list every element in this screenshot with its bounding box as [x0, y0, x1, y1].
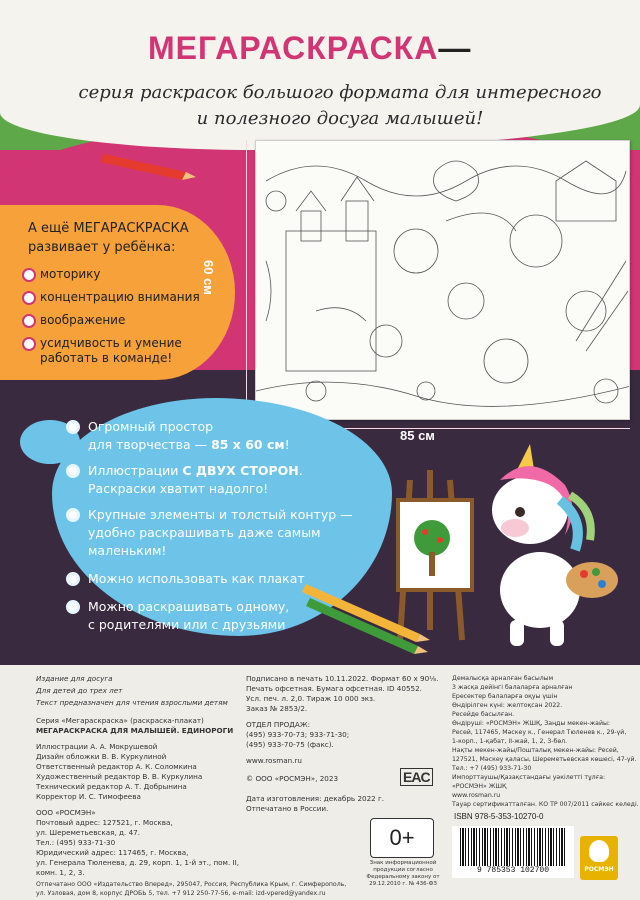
kazakh-line: Нақты мекен-жайы/Пошталық мекен-жайы: Ресей, — [452, 747, 619, 754]
flower-icon — [22, 314, 36, 328]
title-dash: — — [438, 30, 472, 66]
skill-label: усидчивость и умение работать в команде! — [40, 336, 182, 365]
feature-text: Можно использовать как плакат — [88, 571, 305, 586]
skills-intro — [28, 219, 189, 257]
publisher-logo — [580, 836, 618, 880]
logo-icon — [589, 840, 609, 862]
flower-icon — [22, 268, 36, 282]
publisher-line: ул. Шереметьевская, д. 47. — [36, 828, 140, 837]
isbn-label: ISBN 978-5-353-10270-0 — [454, 812, 544, 821]
credit-line: Иллюстрации А. А. Мокрушевой — [36, 742, 158, 751]
feature-text-line — [88, 436, 290, 454]
skill-label: концентрацию внимания — [40, 290, 200, 304]
series-line: Серия «Мегараскраска» (раскраска-плакат) — [36, 716, 204, 725]
publisher-line: ул. Генерала Тюленева, д. 29, корп. 1, 1-й эт., пом. II, — [36, 858, 240, 867]
pencil-icon — [96, 146, 196, 186]
tagline-line-1: серия раскрасок большого формата для интересного — [78, 82, 602, 103]
width-dimension-label: 85 см — [400, 428, 435, 443]
feature-item — [66, 506, 353, 560]
skill-label: воображение — [40, 313, 126, 327]
flower-icon — [22, 337, 36, 351]
age-rating-note: Знак информационной продукции согласно Федеральному закону от 29.12.2010 г. № 436-ФЗ — [366, 860, 440, 887]
feature-size: 85 х 60 см — [211, 437, 285, 452]
coloring-illustration — [256, 141, 630, 420]
kazakh-line: 1-корп., 1-қабат, II-жай, 1, 2, 3-бөл. — [452, 738, 568, 745]
bullet-icon — [66, 508, 80, 522]
kazakh-line: Импорттаушы/Қазақстандағы уәкілетті тұлға: — [452, 774, 606, 781]
credit-line: Корректор И. С. Тимофеева — [36, 792, 141, 801]
imprint-line: Издание для досуга — [36, 674, 113, 683]
skill-label: моторику — [40, 267, 101, 281]
imprint-line: Для детей до трех лет — [36, 686, 123, 695]
feature-text: маленьким! — [88, 543, 167, 558]
credit-line: Технический редактор А. Т. Добрынина — [36, 782, 187, 791]
feature-text-end: ! — [284, 437, 290, 452]
feature-item — [66, 418, 290, 454]
feature-text: Крупные элементы и толстый контур — — [88, 507, 353, 522]
barcode-bars — [460, 828, 566, 866]
eac-mark: EAC — [400, 768, 433, 786]
publisher-line: комн. 1, 2, 3. — [36, 868, 85, 877]
feature-highlight: С ДВУХ СТОРОН — [182, 463, 299, 478]
barcode — [452, 826, 574, 878]
book-title: МЕГАРАСКРАСКА ДЛЯ МАЛЫШЕЙ. ЕДИНОРОГИ — [36, 726, 234, 735]
feature-item — [66, 462, 303, 498]
publisher-line: Юридический адрес: 117465, г. Москва, — [36, 848, 189, 857]
sales-line: (495) 933-70-75 (факс). — [246, 740, 334, 749]
kazakh-line: Ресейде басылған. — [452, 711, 515, 718]
feature-item — [66, 570, 305, 588]
height-dimension-line — [246, 140, 247, 420]
sales-line: ОТДЕЛ ПРОДАЖ: — [246, 720, 310, 729]
skills-list — [22, 267, 212, 374]
publisher-line: Почтовый адрес: 127521, г. Москва, — [36, 818, 173, 827]
feature-text: с родителями или с друзьями — [88, 617, 286, 632]
bullet-icon — [66, 572, 80, 586]
feature-text-line — [88, 462, 303, 480]
kazakh-line: 127521, Мәскеу қаласы, Шереметьевская көшесі, 47-үй. — [452, 756, 637, 763]
kazakh-line: Тауар сертификатталған. КО ТР 007/2011 сәйкес келеді. — [452, 801, 639, 808]
barcode-number: 9 785353 102700 — [476, 866, 549, 875]
tagline-line-2: и полезного досуга малышей! — [196, 108, 484, 129]
bullet-icon — [66, 420, 80, 434]
skills-intro-line-2: развивает у ребёнка: — [28, 240, 176, 255]
feature-item — [66, 598, 289, 634]
print-spec-line: Усл. печ. л. 2,0. Тираж 10 000 экз. — [246, 694, 376, 703]
kazakh-line: Ресей, 117465, Мәскеу к., Генерал Тюленев к., 29-үй, — [452, 729, 627, 736]
height-dimension-label: 60 см — [201, 260, 216, 295]
printer-line: ул. Узловая, дом 8, корпус ДРОБЬ 5, тел. +7 912 250-77-56, e-mail: izd-vpered@yandex.ru — [36, 890, 326, 897]
feature-text: Раскраски хватит надолго! — [88, 481, 269, 496]
page-title — [148, 30, 471, 67]
kazakh-line: Өндірілген күні: желтоқсан 2022. — [452, 702, 563, 709]
print-spec-line: Подписано в печать 10.11.2022. Формат 60 х 90⅛. — [246, 674, 439, 683]
skill-item — [22, 336, 212, 366]
skills-card — [0, 205, 235, 380]
header-card — [0, 0, 640, 150]
skill-item — [22, 267, 212, 282]
print-spec-line: Заказ № 2853/2. — [246, 704, 308, 713]
kazakh-line: 3 жасқа дейінгі балаларға арналған — [452, 684, 573, 691]
bullet-icon — [66, 464, 80, 478]
credit-line: Художественный редактор В. В. Куркулина — [36, 772, 203, 781]
feature-text: Огромный простор — [88, 419, 214, 434]
manufacture-date: Дата изготовления: декабрь 2022 г. — [246, 794, 385, 803]
feature-text: Можно раскрашивать одному, — [88, 599, 290, 614]
kazakh-line: Ересектер балаларға оқуы үшін — [452, 693, 558, 700]
print-spec-line: Печать офсетная. Бумага офсетная. ID 40552. — [246, 684, 422, 693]
publisher-line: ООО «РОСМЭН» — [36, 808, 96, 817]
skill-item — [22, 313, 212, 328]
skills-intro-line-1: А ещё МЕГАРАСКРАСКА — [28, 221, 189, 236]
kazakh-line: www.rosman.ru — [452, 792, 501, 799]
pencils-icon — [300, 580, 430, 670]
kazakh-line: Тел.: +7 (495) 933-71-30 — [452, 765, 532, 772]
website-link[interactable]: www.rosman.ru — [246, 756, 302, 765]
poster-preview — [255, 140, 630, 420]
copyright-line: © ООО «РОСМЭН», 2023 — [246, 774, 339, 783]
tagline — [60, 80, 620, 132]
kazakh-line: Демалысқа арналған басылым — [452, 675, 554, 682]
title-text: МЕГАРАСКРАСКА — [148, 30, 439, 66]
feature-text: Иллюстрации — [88, 463, 183, 478]
credit-line: Ответственный редактор А. К. Соломкина — [36, 762, 197, 771]
sales-line: (495) 933-70-73; 933-71-30; — [246, 730, 350, 739]
bullet-icon — [66, 600, 80, 614]
logo-text: РОСМЭН — [584, 866, 614, 873]
imprint-line: Текст предназначен для чтения взрослыми детям — [36, 698, 228, 707]
feature-text-end: . — [298, 463, 303, 478]
kazakh-line: Өндіруші: «РОСМЭН» ЖШҚ, Заңды мекен-жайы: — [452, 720, 610, 727]
unicorn-icon — [492, 444, 618, 646]
skill-item — [22, 290, 212, 305]
flower-icon — [22, 291, 36, 305]
publisher-line: Тел.: (495) 933-71-30 — [36, 838, 116, 847]
printed-in: Отпечатано в России. — [246, 804, 329, 813]
printer-line: Отпечатано ООО «Издательство Вперед», 295047, Россия, Республика Крым, г. Симферополь, — [36, 881, 347, 888]
credit-line: Дизайн обложки В. В. Куркулиной — [36, 752, 167, 761]
feature-text: для творчества — — [88, 437, 212, 452]
kazakh-line: «РОСМЭН» ЖШҚ — [452, 783, 507, 790]
age-rating-badge: 0+ — [370, 818, 434, 858]
feature-text: удобно раскрашивать даже самым — [88, 525, 321, 540]
